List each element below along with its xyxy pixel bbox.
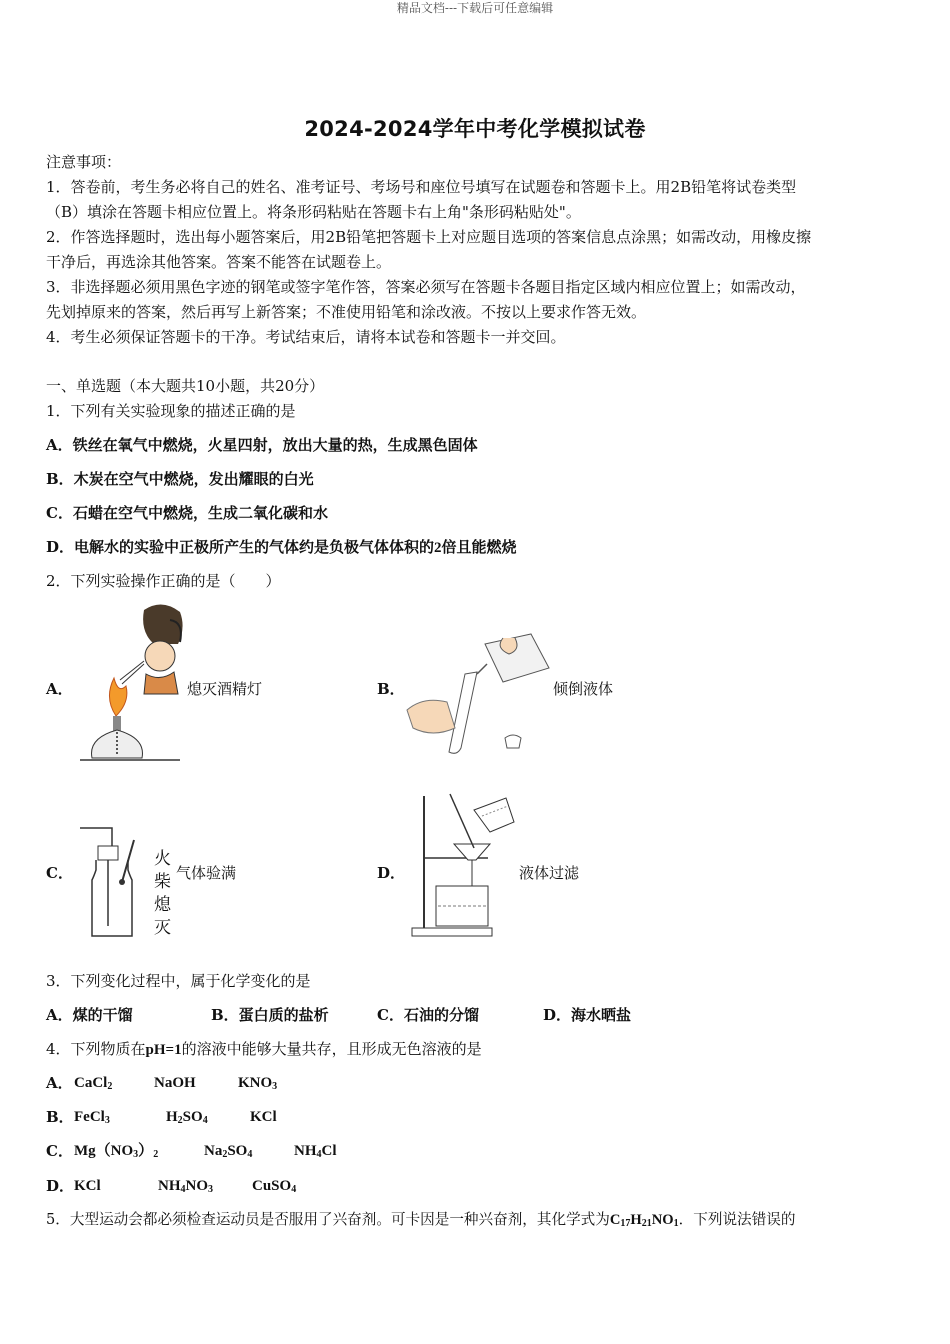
q2-option-c-letter: C． bbox=[46, 864, 73, 882]
q1-stem: 1．下列有关实验现象的描述正确的是 bbox=[46, 402, 296, 420]
formula: $KNO_3$ bbox=[238, 1075, 278, 1092]
q3-option-b: B．蛋白质的盐析 bbox=[211, 1006, 329, 1024]
notice-heading: 注意事项： bbox=[46, 153, 122, 171]
q2-option-d-letter: D． bbox=[377, 864, 406, 882]
notice-line: 1．答卷前，考生务必将自己的姓名、准考证号、考场号和座位号填写在试题卷和答题卡上。用2B铅笔将试卷类型 bbox=[46, 178, 797, 196]
q1-option-d: D．电解水的实验中正极所产生的气体约是负极气体体积的2倍且能燃烧 bbox=[46, 538, 517, 556]
notice-line: （B）填涂在答题卡相应位置上。将条形码粘贴在答题卡右上角"条形码粘贴处"。 bbox=[46, 203, 581, 221]
q4-option-a: A． bbox=[46, 1074, 73, 1092]
q4-option-b: B． bbox=[46, 1108, 74, 1126]
page-header: 精品文档---下载后可任意编辑 bbox=[396, 1, 554, 15]
formula: $H_2SO_4$ bbox=[166, 1109, 208, 1126]
q4-option-c: C． bbox=[46, 1142, 73, 1160]
blowing-alcohol-lamp-figure bbox=[74, 598, 186, 766]
section-heading: 一、单选题（本大题共10小题，共20分） bbox=[46, 377, 325, 395]
page-title: 2024-2024学年中考化学模拟试卷 bbox=[304, 117, 646, 141]
formula: CuSO$_4$ bbox=[252, 1178, 297, 1195]
q3-option-d: D．海水晒盐 bbox=[543, 1006, 632, 1024]
notice-line: 3．非选择题必须用黑色字迹的钢笔或签字笔作答，答案必须写在答题卡各题目指定区域内相应位置上；如需改动， bbox=[46, 278, 806, 296]
q3-option-a: A．煤的干馏 bbox=[46, 1006, 133, 1024]
q4-option-d: D． bbox=[46, 1177, 75, 1195]
notice-line: 干净后，再选涂其他答案。答案不能答在试题卷上。 bbox=[46, 253, 392, 271]
q1-option-b: B．木炭在空气中燃烧，发出耀眼的白光 bbox=[46, 470, 314, 488]
q1-option-a: A．铁丝在氧气中燃烧，火星四射，放出大量的热，生成黑色固体 bbox=[46, 436, 478, 454]
formula: FeCl$_3$ bbox=[74, 1109, 110, 1126]
q1-option-c: C．石蜡在空气中燃烧，生成二氧化碳和水 bbox=[46, 504, 328, 522]
q2-option-b-letter: B． bbox=[377, 680, 405, 698]
pouring-liquid-figure bbox=[403, 628, 553, 758]
formula: CaCl$_2$ bbox=[74, 1075, 113, 1092]
q2-stem: 2．下列实验操作正确的是（ ） bbox=[46, 572, 281, 590]
q2-option-b-caption: 倾倒液体 bbox=[553, 680, 614, 698]
notice-line: 2．作答选择题时，选出每小题答案后，用2B铅笔把答题卡上对应题目选项的答案信息点涂黑；如需改动，用橡皮擦 bbox=[46, 228, 812, 246]
notice-line: 4．考生必须保证答题卡的干净。考试结束后，请将本试卷和答题卡一并交回。 bbox=[46, 328, 566, 346]
q2-option-a-letter: A． bbox=[46, 680, 73, 698]
q4-stem: 4．下列物质在pH=1的溶液中能够大量共存，且形成无色溶液的是 bbox=[46, 1040, 482, 1058]
formula: $NH_4NO_3$ bbox=[158, 1178, 213, 1195]
notice-line: 先划掉原来的答案，然后再写上新答案；不准使用铅笔和涂改液。不按以上要求作答无效。 bbox=[46, 303, 647, 321]
q2-option-d-caption: 液体过滤 bbox=[519, 864, 580, 882]
formula: $Mg(NO_3)_2$ bbox=[74, 1143, 159, 1160]
q3-option-c: C．石油的分馏 bbox=[377, 1006, 479, 1024]
q5-stem: 5．大型运动会都必须检查运动员是否服用了兴奋剂。可卡因是一种兴奋剂，其化学式为$C_{17}H_{21}NO_1$．下列说法错误的 bbox=[46, 1211, 796, 1229]
q2-option-c-caption: 气体验满 bbox=[176, 864, 237, 882]
formula: KCl bbox=[74, 1178, 101, 1194]
q2-option-a-caption: 熄灭酒精灯 bbox=[187, 680, 263, 698]
formula: $Na_2SO_4$ bbox=[204, 1143, 253, 1160]
filtration-figure bbox=[410, 792, 522, 942]
formula: NaOH bbox=[154, 1075, 196, 1091]
match-out-label: 火 柴 熄 灭 bbox=[154, 849, 171, 938]
formula: KCl bbox=[250, 1109, 277, 1125]
q3-stem: 3．下列变化过程中，属于化学变化的是 bbox=[46, 972, 311, 990]
formula: $NH_4Cl$ bbox=[294, 1143, 337, 1160]
